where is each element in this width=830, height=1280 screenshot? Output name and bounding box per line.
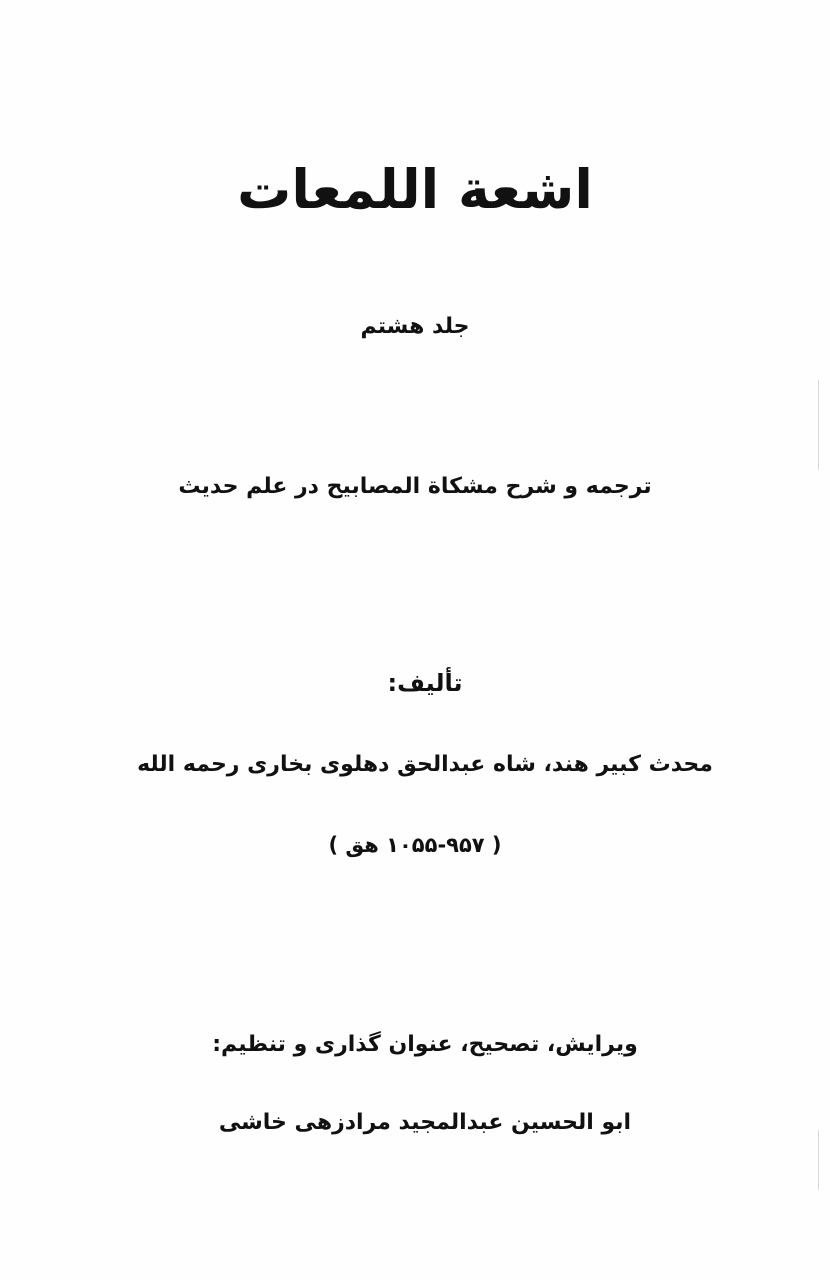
book-title: اشعة اللمعات (237, 158, 593, 221)
author-label: تألیف: (387, 669, 463, 697)
editor-name: ابو الحسین عبدالمجید مرادزهی خاشی (218, 1110, 632, 1135)
author-dates: ( ۱۰۵۵-۹۵۷ هق ) (328, 833, 502, 857)
book-subtitle: ترجمه و شرح مشكاة المصابيح در علم حديث (178, 474, 652, 499)
volume-number: جلد هشتم (360, 314, 470, 339)
editor-label: ویرایش، تصحیح، عنوان گذاری و تنظیم: (212, 1032, 638, 1057)
author-name: محدث كبير هند، شاه عبدالحق دهلوی بخاری رحمه الله (137, 752, 713, 777)
scan-edge-mark (818, 380, 819, 470)
